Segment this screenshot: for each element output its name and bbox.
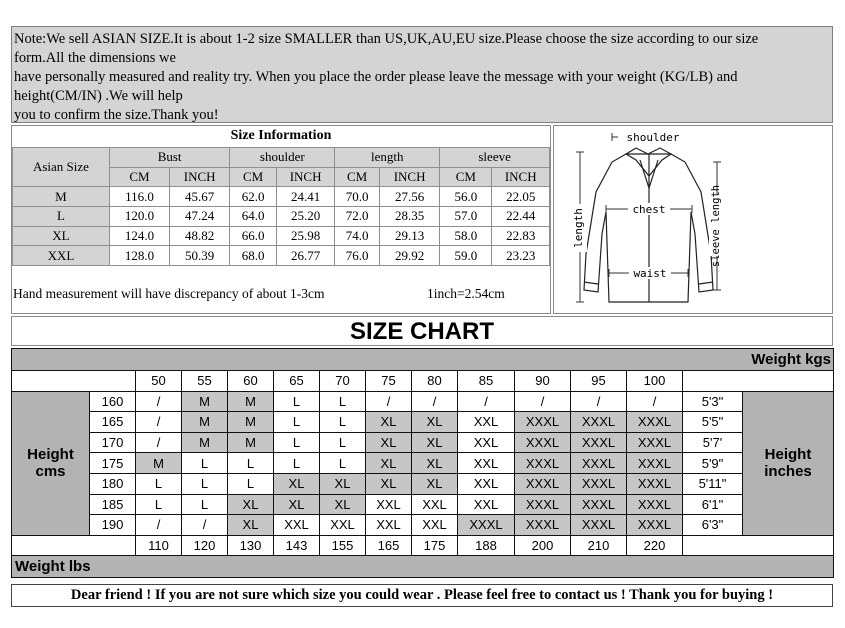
size-cell: XXL (274, 515, 320, 536)
lb-value: 165 (366, 535, 412, 556)
size-cell: XL (228, 515, 274, 536)
size-cell: XXXL (515, 473, 571, 494)
blank-cell (12, 371, 136, 392)
size-cell: XXXL (515, 453, 571, 474)
footer-message: Dear friend ! If you are not sure which size you could wear . Please feel free to contact us ! Thank you for buying ! (11, 584, 833, 607)
shirt-illustration (554, 126, 832, 313)
size-cell: L (320, 391, 366, 412)
measure-cell: 64.0 (230, 207, 277, 227)
size-cell: L (320, 412, 366, 433)
size-cell: XXXL (627, 515, 683, 536)
size-cell: M (182, 391, 228, 412)
inch-conversion-note: 1inch=2.54cm (427, 286, 505, 301)
size-information-title: Size Information (230, 128, 332, 143)
lbs-row (12, 535, 834, 556)
size-cell: / (366, 391, 412, 412)
size-cell: XXXL (571, 515, 627, 536)
size-cell: / (136, 412, 182, 433)
cm-value: 180 (90, 473, 136, 494)
height-row (12, 453, 834, 474)
measure-cell: 76.0 (335, 246, 380, 266)
unit-cm: CM (230, 167, 277, 187)
size-row (13, 187, 550, 207)
sleeve-header: sleeve (440, 148, 550, 168)
measure-cell: 22.05 (492, 187, 550, 207)
kg-value: 65 (274, 371, 320, 392)
measure-cell: 45.67 (170, 187, 230, 207)
sleeve-length-label: sleeve length (710, 184, 722, 268)
size-cell: / (182, 515, 228, 536)
size-cell: XL (320, 494, 366, 515)
inch-value: 5'7' (683, 432, 743, 453)
measure-cell: 24.41 (276, 187, 334, 207)
size-cell: XXL (458, 412, 515, 433)
size-cell: M (228, 432, 274, 453)
size-cell: L (320, 432, 366, 453)
unit-cm: CM (109, 167, 169, 187)
size-cell: XXXL (515, 432, 571, 453)
size-cell: / (136, 391, 182, 412)
size-cell: XXL (366, 515, 412, 536)
size-cell: XL (274, 473, 320, 494)
size-cell: XXL (458, 494, 515, 515)
size-information-panel (11, 125, 551, 314)
kg-value: 55 (182, 371, 228, 392)
size-cell: XL (412, 473, 458, 494)
shirt-measurement-diagram (553, 125, 833, 314)
height-row (12, 515, 834, 536)
bust-header: Bust (109, 148, 229, 168)
size-cell: XXXL (515, 412, 571, 433)
note-line: form.All the dimensions we (14, 50, 176, 66)
height-row (12, 432, 834, 453)
size-cell: XXXL (627, 473, 683, 494)
size-cell: XXL (412, 515, 458, 536)
inch-value: 5'5" (683, 412, 743, 433)
size-row (13, 226, 550, 246)
measure-cell: 70.0 (335, 187, 380, 207)
measure-cell: 29.92 (379, 246, 439, 266)
measure-cell: 58.0 (440, 226, 492, 246)
size-cell: / (412, 391, 458, 412)
size-cell: XXL (458, 453, 515, 474)
size-cell: XXL (412, 494, 458, 515)
kg-value: 75 (366, 371, 412, 392)
inch-value: 5'3" (683, 391, 743, 412)
height-row (12, 391, 834, 412)
blank-cell (12, 535, 136, 556)
size-cell: XXXL (571, 412, 627, 433)
unit-inch: INCH (492, 167, 550, 187)
lb-value: 220 (627, 535, 683, 556)
lb-value: 200 (515, 535, 571, 556)
size-cell: L (136, 473, 182, 494)
cm-value: 175 (90, 453, 136, 474)
size-cell: L (228, 453, 274, 474)
length-label: length (572, 208, 585, 248)
measure-cell: 116.0 (109, 187, 169, 207)
measure-cell: 124.0 (109, 226, 169, 246)
measure-cell: 66.0 (230, 226, 277, 246)
shoulder-header: shoulder (230, 148, 335, 168)
measure-cell: 27.56 (379, 187, 439, 207)
size-cell: XXXL (515, 515, 571, 536)
shoulder-label: shoulder (626, 131, 680, 144)
size-label: L (13, 207, 110, 227)
size-cell: XXXL (627, 412, 683, 433)
cm-value: 170 (90, 432, 136, 453)
kg-value: 50 (136, 371, 182, 392)
size-cell: L (136, 494, 182, 515)
note-line: you to confirm the size.Thank you! (14, 107, 219, 123)
measure-cell: 25.98 (276, 226, 334, 246)
size-cell: / (458, 391, 515, 412)
inch-value: 5'11" (683, 473, 743, 494)
note-line: Note:We sell ASIAN SIZE.It is about 1-2 size SMALLER than US,UK,AU,EU size.Please choose the size according to our size (14, 31, 759, 47)
size-cell: XL (366, 432, 412, 453)
measure-cell: 57.0 (440, 207, 492, 227)
size-cell: XXL (458, 473, 515, 494)
lb-value: 188 (458, 535, 515, 556)
measure-cell: 74.0 (335, 226, 380, 246)
measure-cell: 22.83 (492, 226, 550, 246)
size-cell: XXXL (458, 515, 515, 536)
measure-cell: 25.20 (276, 207, 334, 227)
chest-label: chest (632, 203, 666, 216)
note-line: have personally measured and reality try. When you place the order please leave the message with your weight (KG/LB) and (14, 69, 738, 85)
lb-value: 175 (412, 535, 458, 556)
size-cell: XL (412, 432, 458, 453)
kg-value: 60 (228, 371, 274, 392)
size-cell: XL (412, 453, 458, 474)
kg-value: 95 (571, 371, 627, 392)
size-cell: L (228, 473, 274, 494)
size-label: M (13, 187, 110, 207)
kg-value: 90 (515, 371, 571, 392)
unit-inch: INCH (379, 167, 439, 187)
weight-kgs-header: Weight kgs (12, 349, 834, 371)
size-cell: M (228, 412, 274, 433)
size-cell: / (136, 515, 182, 536)
size-cell: L (182, 453, 228, 474)
measure-cell: 22.44 (492, 207, 550, 227)
size-cell: XXXL (627, 494, 683, 515)
size-cell: XXXL (571, 494, 627, 515)
size-cell: XXL (320, 515, 366, 536)
unit-inch: INCH (276, 167, 334, 187)
kgs-row (12, 371, 834, 392)
size-cell: M (136, 453, 182, 474)
height-row (12, 494, 834, 515)
size-cell: XL (366, 473, 412, 494)
size-cell: XXL (458, 432, 515, 453)
inch-value: 5'9" (683, 453, 743, 474)
size-cell: / (136, 432, 182, 453)
size-cell: XL (366, 412, 412, 433)
size-label: XL (13, 226, 110, 246)
note-line: height(CM/IN) .We will help (14, 88, 183, 104)
size-cell: L (274, 412, 320, 433)
size-cell: L (320, 453, 366, 474)
height-inches-label (743, 391, 834, 535)
cm-value: 165 (90, 412, 136, 433)
cm-value: 185 (90, 494, 136, 515)
lb-value: 120 (182, 535, 228, 556)
blank-cell (683, 371, 834, 392)
height-cms-text: Height cms (27, 446, 74, 481)
size-cell: XXL (366, 494, 412, 515)
height-cms-label (12, 391, 90, 535)
unit-inch: INCH (170, 167, 230, 187)
size-cell: XXXL (571, 473, 627, 494)
unit-cm: CM (440, 167, 492, 187)
size-cell: M (228, 391, 274, 412)
measure-cell: 62.0 (230, 187, 277, 207)
kg-value: 80 (412, 371, 458, 392)
lb-value: 130 (228, 535, 274, 556)
lb-value: 110 (136, 535, 182, 556)
size-cell: XL (320, 473, 366, 494)
size-cell: L (274, 391, 320, 412)
measure-cell: 72.0 (335, 207, 380, 227)
waist-label: waist (633, 267, 667, 280)
measure-cell: 47.24 (170, 207, 230, 227)
size-information-table (12, 147, 550, 266)
size-cell: M (182, 432, 228, 453)
size-cell: XL (412, 412, 458, 433)
lb-value: 143 (274, 535, 320, 556)
size-cell: L (274, 432, 320, 453)
size-row (13, 207, 550, 227)
measure-cell: 29.13 (379, 226, 439, 246)
size-cell: L (182, 473, 228, 494)
inch-value: 6'3" (683, 515, 743, 536)
size-row (13, 246, 550, 266)
size-chart (11, 348, 834, 578)
unit-cm: CM (335, 167, 380, 187)
measure-cell: 120.0 (109, 207, 169, 227)
blank-cell (683, 535, 834, 556)
inch-value: 6'1" (683, 494, 743, 515)
size-cell: XXXL (515, 494, 571, 515)
weight-lbs-header: Weight lbs (12, 556, 834, 578)
size-cell: / (627, 391, 683, 412)
size-cell: L (182, 494, 228, 515)
asian-size-header: Asian Size (13, 148, 110, 187)
size-cell: XXXL (627, 432, 683, 453)
measure-cell: 28.35 (379, 207, 439, 227)
kg-value: 100 (627, 371, 683, 392)
size-cell: XXXL (571, 453, 627, 474)
measure-cell: 68.0 (230, 246, 277, 266)
size-note (11, 26, 833, 123)
size-cell: / (571, 391, 627, 412)
height-inches-text: Height inches (764, 446, 812, 481)
measure-cell: 48.82 (170, 226, 230, 246)
size-label: XXL (13, 246, 110, 266)
measure-cell: 50.39 (170, 246, 230, 266)
measure-cell: 56.0 (440, 187, 492, 207)
size-cell: XXXL (627, 453, 683, 474)
measure-cell: 59.0 (440, 246, 492, 266)
measurement-discrepancy-note: Hand measurement will have discrepancy of about 1-3cm (13, 286, 325, 301)
lb-value: 210 (571, 535, 627, 556)
size-chart-table (11, 348, 834, 578)
height-row (12, 412, 834, 433)
size-cell: XL (228, 494, 274, 515)
kg-value: 70 (320, 371, 366, 392)
measure-cell: 128.0 (109, 246, 169, 266)
size-chart-title: SIZE CHART (11, 316, 833, 346)
measure-cell: 26.77 (276, 246, 334, 266)
size-cell: XL (366, 453, 412, 474)
cm-value: 160 (90, 391, 136, 412)
cm-value: 190 (90, 515, 136, 536)
size-cell: XL (274, 494, 320, 515)
size-cell: L (274, 453, 320, 474)
size-cell: / (515, 391, 571, 412)
size-cell: XXXL (571, 432, 627, 453)
height-row (12, 473, 834, 494)
lb-value: 155 (320, 535, 366, 556)
size-cell: M (182, 412, 228, 433)
kg-value: 85 (458, 371, 515, 392)
length-header: length (335, 148, 440, 168)
measure-cell: 23.23 (492, 246, 550, 266)
